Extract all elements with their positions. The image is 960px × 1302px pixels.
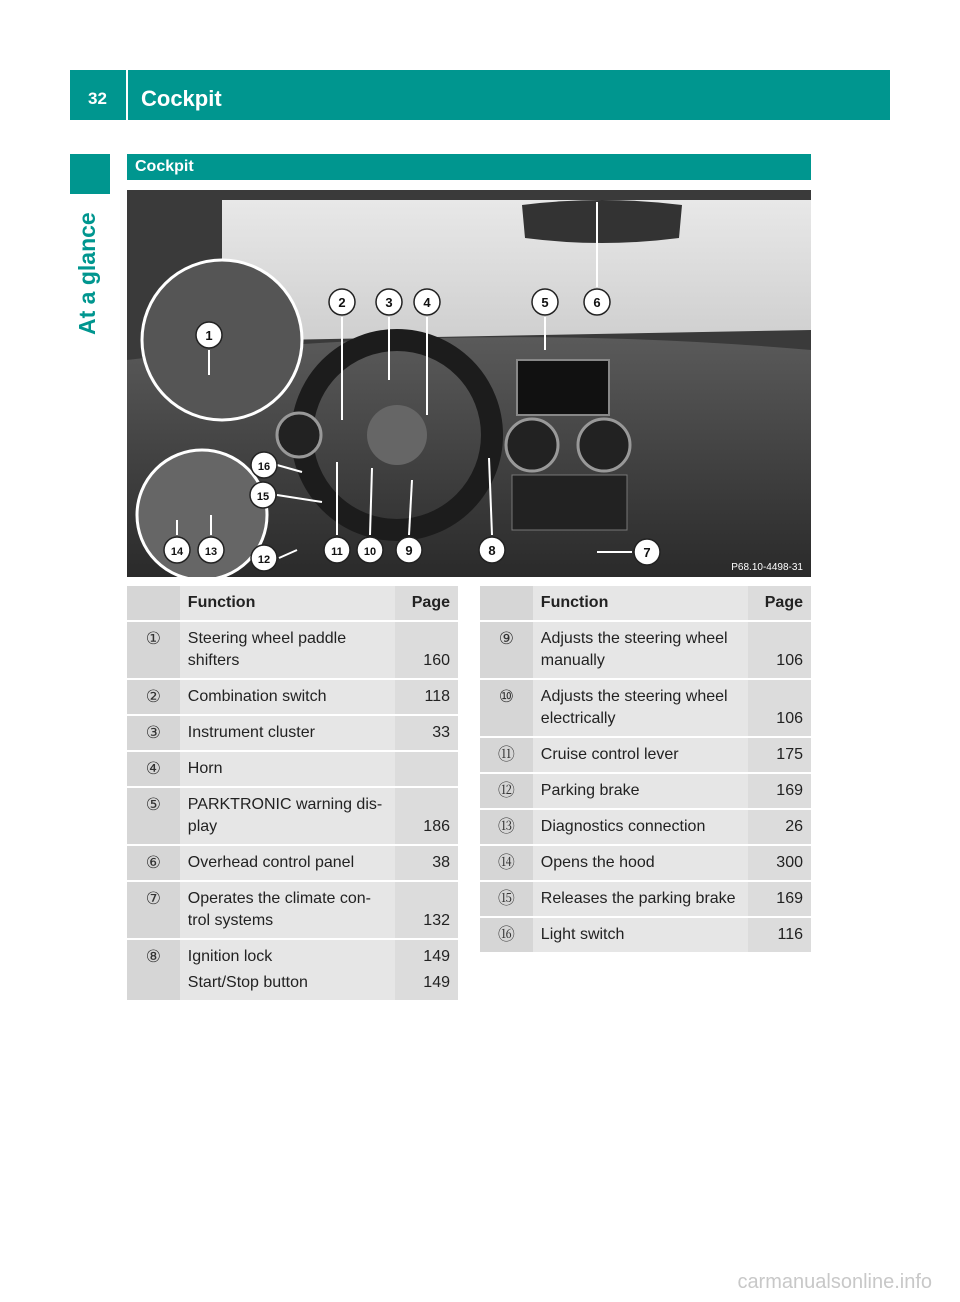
table-row	[480, 774, 811, 810]
figure-reference: P68.10-4498-31	[731, 562, 803, 573]
callout-label: 6	[593, 295, 601, 310]
table-row	[480, 738, 811, 774]
row-page	[395, 752, 458, 788]
table-row	[127, 752, 458, 788]
row-function: Horn	[180, 752, 395, 788]
row-number: ⑧	[127, 940, 180, 1002]
row-number: ⑮	[480, 882, 533, 918]
row-page: 26	[748, 810, 811, 846]
row-number: ⑤	[127, 788, 180, 846]
callout-label: 9	[405, 543, 413, 558]
callout-label: 4	[423, 295, 431, 310]
page-number: 32	[88, 89, 107, 108]
row-page: 169	[748, 882, 811, 918]
table-row	[480, 622, 811, 680]
row-page: 175	[748, 738, 811, 774]
right-function-table	[480, 586, 811, 954]
row-page: 300	[748, 846, 811, 882]
row-number: ⑪	[480, 738, 533, 774]
row-page: 106	[748, 622, 811, 680]
row-function: Operates the climate con-trol systems	[180, 882, 395, 940]
row-number: ⑯	[480, 918, 533, 954]
row-function: Steering wheel paddle shifters	[180, 622, 395, 680]
left-page-header: Page	[395, 586, 458, 622]
row-function: Adjusts the steering wheel electrically	[533, 680, 748, 738]
row-function	[180, 940, 395, 1002]
table-row	[127, 846, 458, 882]
row-function: Light switch	[533, 918, 748, 954]
row-page	[395, 940, 458, 1002]
table-row	[480, 918, 811, 954]
row-function: Overhead control panel	[180, 846, 395, 882]
row-page: 118	[395, 680, 458, 716]
row-function: PARKTRONIC warning dis-play	[180, 788, 395, 846]
table-row	[127, 788, 458, 846]
callout-label: 7	[643, 545, 651, 560]
callout-label: 10	[363, 546, 377, 558]
callout-label: 15	[256, 491, 270, 503]
callout-label: 1	[205, 328, 213, 343]
left-function-table	[127, 586, 458, 1002]
callout-label: 2	[338, 295, 346, 310]
section-title: Cockpit	[135, 158, 194, 175]
callout-label: 11	[331, 546, 343, 558]
row-function: Parking brake	[533, 774, 748, 810]
row-page: 132	[395, 882, 458, 940]
row-number: ⑫	[480, 774, 533, 810]
table-row	[127, 716, 458, 752]
row-number: ⑥	[127, 846, 180, 882]
table-row	[127, 680, 458, 716]
table-row	[127, 622, 458, 680]
row-number: ⑦	[127, 882, 180, 940]
row-page: 116	[748, 918, 811, 954]
callout-label: 16	[257, 461, 271, 473]
callout-label: 13	[204, 546, 218, 558]
table-row	[127, 882, 458, 940]
row-function: Adjusts the steering wheel manually	[533, 622, 748, 680]
table-row	[480, 680, 811, 738]
table-row	[480, 882, 811, 918]
callout-label: 3	[385, 295, 393, 310]
header-separator	[126, 70, 128, 120]
right-function-header: Function	[533, 586, 748, 622]
row-page: 38	[395, 846, 458, 882]
table-row	[127, 940, 458, 1002]
watermark: carmanualsonline.info	[737, 1271, 932, 1293]
row-page: 160	[395, 622, 458, 680]
right-page-header: Page	[748, 586, 811, 622]
row-page-line: 149	[423, 948, 450, 965]
row-page: 169	[748, 774, 811, 810]
side-tab-marker	[70, 154, 110, 194]
row-number: ③	[127, 716, 180, 752]
side-tab-label: At a glance	[74, 212, 100, 335]
callout-label: 14	[170, 546, 184, 558]
section-bar	[127, 154, 811, 180]
row-function: Combination switch	[180, 680, 395, 716]
row-number: ⑩	[480, 680, 533, 738]
table-row	[480, 810, 811, 846]
row-function: Releases the parking brake	[533, 882, 748, 918]
row-function-line: Ignition lock	[187, 948, 273, 965]
callout-label: 5	[541, 295, 549, 310]
row-page: 186	[395, 788, 458, 846]
row-page: 33	[395, 716, 458, 752]
row-number: ②	[127, 680, 180, 716]
callout-label: 8	[488, 543, 496, 558]
row-number: ①	[127, 622, 180, 680]
page-title: Cockpit	[141, 86, 222, 111]
cockpit-illustration	[127, 190, 811, 577]
left-number-header	[127, 586, 180, 622]
callout-label: 12	[257, 554, 271, 566]
left-function-header: Function	[180, 586, 395, 622]
cockpit-photo	[127, 190, 811, 577]
row-number: ⑬	[480, 810, 533, 846]
row-number: ⑭	[480, 846, 533, 882]
row-function: Opens the hood	[533, 846, 748, 882]
row-number: ⑨	[480, 622, 533, 680]
row-function: Cruise control lever	[533, 738, 748, 774]
row-function: Diagnostics connection	[533, 810, 748, 846]
right-number-header	[480, 586, 533, 622]
row-function: Instrument cluster	[180, 716, 395, 752]
row-function-line: Start/Stop button	[187, 974, 308, 991]
table-row	[480, 846, 811, 882]
row-number: ④	[127, 752, 180, 788]
row-page-line: 149	[423, 974, 450, 991]
row-page: 106	[748, 680, 811, 738]
